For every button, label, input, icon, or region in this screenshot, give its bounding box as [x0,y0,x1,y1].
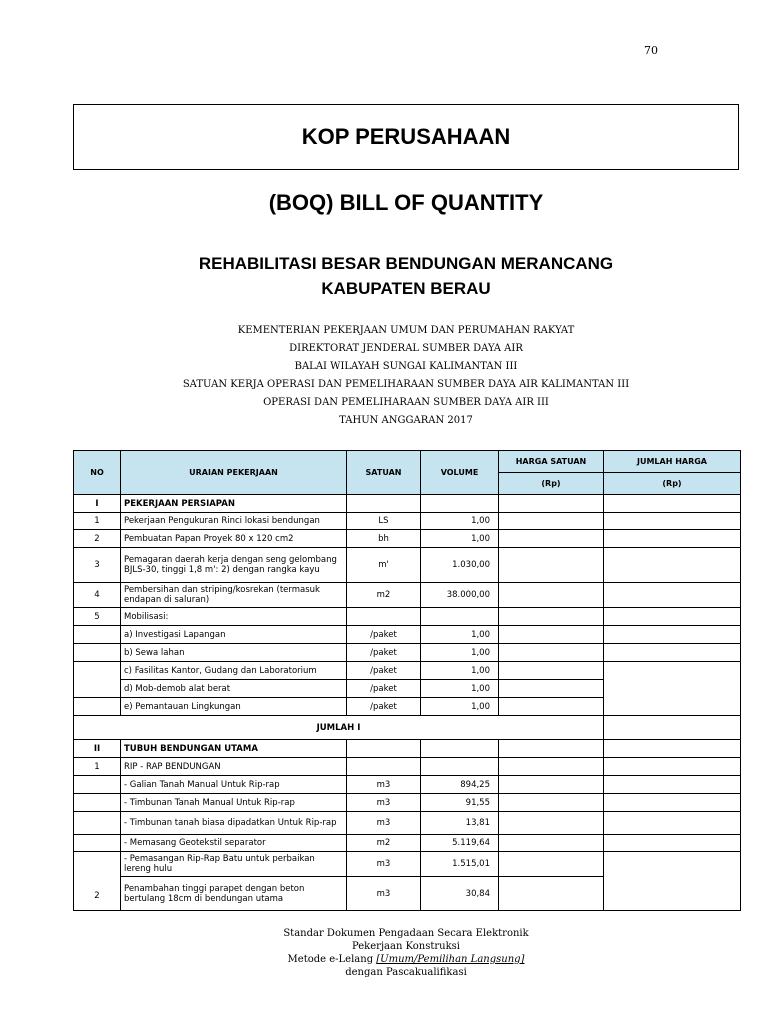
subtotal-label: JUMLAH I [74,716,604,740]
row-uraian: Pemagaran daerah kerja dengan seng gelombang BJLS-30, tinggi 1,8 m': 2) dengan rangka kayu [121,548,347,583]
row-uraian: Penambahan tinggi parapet dengan beton bertulang 18cm di bendungan utama [121,877,347,911]
row-volume: 1,00 [421,530,499,548]
footer-line [73,953,739,966]
row-no: 1 [74,513,121,530]
row-volume: 894,25 [421,776,499,794]
row-uraian: - Memasang Geotekstil separator [121,835,347,852]
table-row [74,583,741,608]
row-uraian: TUBUH BENDUNGAN UTAMA [121,740,347,758]
project-title-line-1: REHABILITASI BESAR BENDUNGAN MERANCANG [198,254,614,273]
table-row [74,662,741,680]
row-volume: 1,00 [421,680,499,698]
bill-of-quantity-table [73,450,741,911]
table-row [74,626,741,644]
row-satuan: m3 [347,776,421,794]
header-no: NO [74,451,121,495]
footer-line: dengan Pascakualifikasi [345,967,467,978]
section-row [74,740,741,758]
row-volume: 13,81 [421,812,499,835]
table-row [74,644,741,662]
org-line: OPERASI DAN PEMELIHARAAN SUMBER DAYA AIR III [263,397,549,408]
table-row [74,852,741,877]
row-no: 5 [74,608,121,626]
row-satuan: m2 [347,583,421,608]
header-satuan: SATUAN [347,451,421,495]
table-row [74,758,741,776]
row-no: II [74,740,121,758]
header-jumlah-harga: JUMLAH HARGA [604,451,741,473]
table-row [74,513,741,530]
row-volume: 1.030,00 [421,548,499,583]
document-title: (BOQ) BILL OF QUANTITY [268,190,544,215]
row-uraian: - Pemasangan Rip-Rap Batu untuk perbaikan lereng hulu [121,852,347,877]
row-uraian: - Timbunan tanah biasa dipadatkan Untuk Rip-rap [121,812,347,835]
project-title-line-2: KABUPATEN BERAU [321,279,491,298]
row-volume: 1,00 [421,644,499,662]
row-satuan: m3 [347,794,421,812]
footer-method-prefix: Metode e-Lelang [287,954,377,965]
row-uraian: c) Fasilitas Kantor, Gudang dan Laboratorium [121,662,347,680]
row-no: 2 [74,530,121,548]
row-satuan: m' [347,548,421,583]
row-uraian: Mobilisasi: [121,608,347,626]
row-uraian: d) Mob-demob alat berat [121,680,347,698]
table-row [74,812,741,835]
footer-method-option: [Umum/Pemilihan Langsung] [376,954,525,965]
row-no: 2 [94,891,100,901]
page-footer [73,927,739,979]
row-no: I [74,495,121,513]
table-row [74,835,741,852]
row-satuan: bh [347,530,421,548]
org-line: SATUAN KERJA OPERASI DAN PEMELIHARAAN SUMBER DAYA AIR KALIMANTAN III [182,379,630,390]
table-row [74,608,741,626]
row-uraian: RIP - RAP BENDUNGAN [121,758,347,776]
organization-block [73,322,739,430]
row-volume: 91,55 [421,794,499,812]
row-uraian: - Galian Tanah Manual Untuk Rip-rap [121,776,347,794]
row-volume: 1,00 [421,662,499,680]
row-uraian: Pembuatan Papan Proyek 80 x 120 cm2 [121,530,347,548]
row-volume: 1,00 [421,513,499,530]
row-uraian: PEKERJAAN PERSIAPAN [121,495,347,513]
company-letterhead-box [73,104,739,170]
table-row [74,530,741,548]
row-volume: 1,00 [421,626,499,644]
project-title [73,251,739,301]
table-header-row [74,451,741,473]
row-uraian: Pembersihan dan striping/kosrekan (termasuk endapan di saluran) [121,583,347,608]
row-satuan: /paket [347,626,421,644]
header-currency: (Rp) [499,473,604,495]
table-row [74,776,741,794]
section-row [74,495,741,513]
row-volume: 5.119,64 [421,835,499,852]
row-satuan: /paket [347,698,421,716]
row-uraian: a) Investigasi Lapangan [121,626,347,644]
row-volume: 38.000,00 [421,583,499,608]
row-uraian: - Timbunan Tanah Manual Untuk Rip-rap [121,794,347,812]
table-row [74,548,741,583]
header-currency: (Rp) [604,473,741,495]
org-line: BALAI WILAYAH SUNGAI KALIMANTAN III [294,361,518,372]
row-volume: 30,84 [421,877,499,911]
row-satuan: /paket [347,662,421,680]
row-satuan: /paket [347,680,421,698]
row-satuan: LS [347,513,421,530]
org-line: TAHUN ANGGARAN 2017 [339,415,473,426]
row-uraian: Pekerjaan Pengukuran Rinci lokasi bendungan [121,513,347,530]
row-uraian: b) Sewa lahan [121,644,347,662]
row-satuan: /paket [347,644,421,662]
row-satuan: m2 [347,835,421,852]
row-satuan: m3 [347,877,421,911]
org-line: KEMENTERIAN PEKERJAAN UMUM DAN PERUMAHAN RAKYAT [237,325,575,336]
page-number: 70 [644,44,658,57]
header-volume: VOLUME [421,451,499,495]
row-satuan: m3 [347,852,421,877]
header-uraian: URAIAN PEKERJAAN [121,451,347,495]
row-satuan: m3 [347,812,421,835]
subtotal-row [74,716,741,740]
letterhead-label: KOP PERUSAHAAN [301,124,511,149]
row-no: 4 [74,583,121,608]
row-uraian: e) Pemantauan Lingkungan [121,698,347,716]
row-volume: 1,00 [421,698,499,716]
row-volume: 1.515,01 [421,852,499,877]
header-harga-satuan: HARGA SATUAN [499,451,604,473]
footer-line: Standar Dokumen Pengadaan Secara Elektronik [283,928,529,939]
row-no: 1 [74,758,121,776]
row-no: 3 [74,548,121,583]
org-line: DIREKTORAT JENDERAL SUMBER DAYA AIR [289,343,523,354]
footer-line: Pekerjaan Konstruksi [351,941,461,952]
table-row [74,794,741,812]
